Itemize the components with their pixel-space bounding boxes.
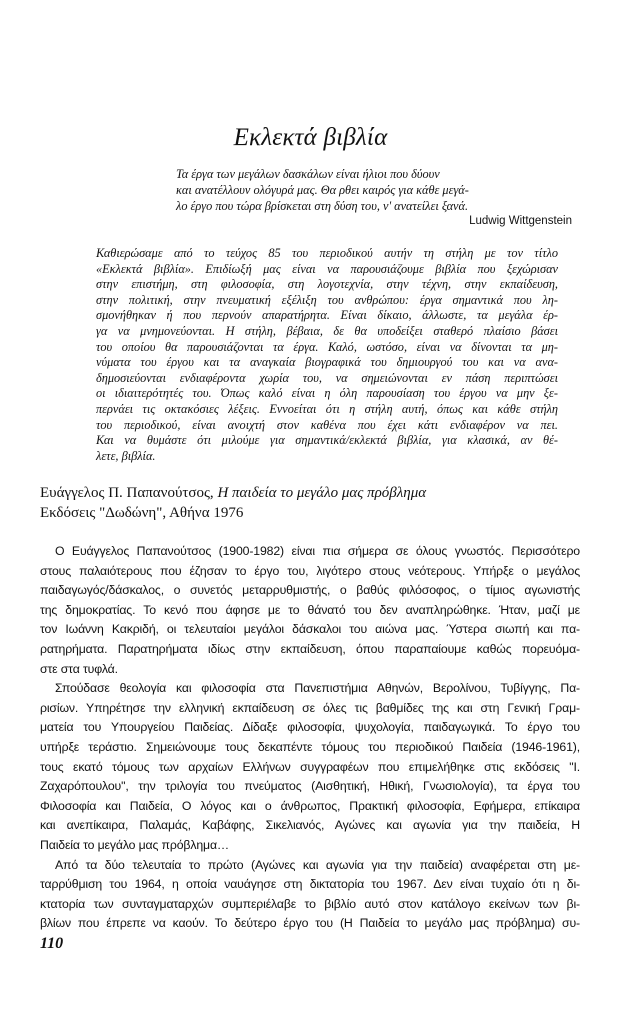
body-line: στε στα τυφλά. xyxy=(40,661,118,676)
body-line: Σπούδασε θεολογία και φιλοσοφία στα Πανεπιστήμια Αθηνών, Βερολίνου, Τυβίγγης, Πα- xyxy=(55,681,580,696)
section-title: Εκλεκτά βιβλία xyxy=(233,124,388,151)
intro-line: Και να θυμάστε ότι μιλούμε για σημαντικά/εκλεκτά βιβλία, για κλασικά, αν θέ- xyxy=(96,433,558,448)
body-line: τον Ιωάννη Κακριδή, οι τελευταίοι μεγάλοι δάσκαλοι του αιώνα μας. Ύστερα σιωπή και πα- xyxy=(40,622,580,637)
intro-line: σμονήθηκαν ή που περνούν απαρατήρητα. Είναι δίκαιο, άλλωστε, τα μεγάλα έρ- xyxy=(96,308,558,323)
body-line: στους παλαιότερους που έζησαν το έργο του, λιγότερο στους νεότερους. Υπήρξε ο μεγάλος xyxy=(40,563,580,578)
book-publisher: Εκδόσεις "Δωδώνη", Αθήνα 1976 xyxy=(40,505,244,521)
body-line: ταρρύθμιση του 1964, η οποία ναυάγησε στη δικτατορία του 1967. Δεν είναι τυχαίο ότι η δι- xyxy=(40,877,580,892)
book-author: Ευάγγελος Π. Παπανούτσος, xyxy=(40,485,214,501)
intro-line: του περιοδικού, είναι ανοιχτή στον καθένα που έχει κάτι ενδιαφέρον να πει. xyxy=(96,417,558,432)
intro-line: λετε, βιβλία. xyxy=(96,448,156,463)
body-line: Παιδεία το μεγάλο μας πρόβλημα… xyxy=(40,837,230,852)
body-line: ρισίων. Υπηρέτησε την ελληνική εκπαίδευση σε όλες τις βαθμίδες της και στη Γενική Γραμ- xyxy=(40,700,580,715)
body-line: Ο Ευάγγελος Παπανούτσος (1900-1982) είναι πια σήμερα σε όλους γνωστός. Περισσότερο xyxy=(55,544,580,558)
intro-line: του οποίου θα παρουσιάζονται τα έργα. Καλό, ωστόσο, είναι να δίνονται τα μη- xyxy=(96,339,558,354)
body-line: της δημοκρατίας. Το κενό που άφησε με το θάνατό του δεν αναπληρώθηκε. Ήταν, μαζί με xyxy=(40,602,580,617)
column-introduction xyxy=(96,246,558,464)
body-line: και ανεπίκαιρα, Παλαμάς, Καβάφης, Σικελιανός, Αγώνες και αγωνία για την παιδεία, Η xyxy=(40,818,580,833)
article-body xyxy=(40,542,580,934)
intro-line: «Εκλεκτά βιβλία». Επιδίωξή μας είναι να παρουσιάζουμε βιβλία που ξεχώρισαν xyxy=(96,261,558,276)
epigraph-author: Ludwig Wittgenstein xyxy=(469,215,572,227)
body-line: ρατηρήματα. Παρατηρήματα ιδίως στην εκπαίδευση, όπου παραπαίουμε καθώς πορευόμα- xyxy=(40,641,580,656)
body-line: παιδαγωγός/δάσκαλος, ο συνετός μεταρρυθμιστής, ο βαθύς φιλόσοφος, ο τίμιος αγωνιστής xyxy=(40,583,580,598)
body-line: υπήρξε τεράστιο. Σημειώνουμε τους δεκαπέντε τόμους του περιοδικού Παιδεία (1946-1961), xyxy=(40,739,580,754)
book-reference xyxy=(40,483,580,523)
intro-line: στην επιστήμη, στη φιλοσοφία, στη λογοτεχνία, στην τέχνη, στην εκπαίδευση, xyxy=(96,277,558,292)
body-line: Φιλοσοφία και Παιδεία, Ο λόγος και ο άνθρωπος, Πρακτική φιλοσοφία, Εφήμερα, επίκαιρα xyxy=(40,798,580,813)
body-line: τους εκατό τόμους των αρχαίων Ελλήνων συγγραφέων που επιμελήθηκε στις εκδόσεις "Ι. xyxy=(40,759,580,774)
epigraph xyxy=(176,166,576,214)
body-line: Ζαχαρόπουλου", την τριλογία του πνεύματος (Αισθητική, Ηθική, Γνωσιολογία), τα έργα του xyxy=(40,779,580,794)
intro-line: περνάει τις οκτακόσιες λέξεις. Εννοείται ότι η στήλη αυτή, όπως και κάθε στήλη xyxy=(96,401,558,416)
intro-line: δημοσιεύονται ενδιαφέροντα χωρία του, να σημειώνονται εν πάση περιπτώσει xyxy=(96,370,558,385)
body-line: Από τα δύο τελευταία το πρώτο (Αγώνες και αγωνία για την παιδεία) αναφέρεται στη με- xyxy=(55,857,580,872)
intro-line: Καθιερώσαμε από το τεύχος 85 του περιοδικού αυτήν τη στήλη με τον τίτλο xyxy=(96,246,558,260)
epigraph-line: λο έργο που τώρα βρίσκεται στη δύση του, ν' ανατείλει ξανά. xyxy=(176,199,469,213)
body-line: βλίων που έπρεπε να καούν. Το δεύτερο έργο του (Η Παιδεία το μεγάλο μας πρόβλημα) συ- xyxy=(40,916,580,931)
epigraph-line: και ανατέλλουν ολόγυρά μας. Θα ρθει καιρός για κάθε μεγά- xyxy=(176,183,469,197)
book-title: Η παιδεία το μεγάλο μας πρόβλημα xyxy=(217,485,427,501)
intro-line: νύματα του έργου και τα αναγκαία βιογραφικά του δημιουργού του και να ανα- xyxy=(96,355,558,370)
intro-line: γα να μνημονεύονται. Η στήλη, βέβαια, δε θα υποδείξει σταθερό πλαίσιο βάσει xyxy=(96,323,558,338)
intro-line: οι ιδιαιτερότητές του. Όπως καλό είναι η όλη παρουσίαση του έργου να μην ξε- xyxy=(96,386,558,401)
epigraph-line: Τα έργα των μεγάλων δασκάλων είναι ήλιοι που δύουν xyxy=(176,167,440,181)
intro-line: στην πολιτική, στην πνευματική εξέλιξη του ανθρώπου: έργα σημαντικά που λη- xyxy=(96,292,558,307)
page-number: 110 xyxy=(40,935,64,952)
body-line: κτατορία των συνταγματαρχών συμπεριέλαβε το βιβλίο αυτό στον κατάλογο εκείνων των βι- xyxy=(40,896,580,911)
body-line: ματεία του Υπουργείου Παιδείας. Δίδαξε φιλοσοφία, ψυχολογία, παιδαγωγικά. Το έργο του xyxy=(40,720,580,735)
book-author-title-line xyxy=(40,483,580,503)
